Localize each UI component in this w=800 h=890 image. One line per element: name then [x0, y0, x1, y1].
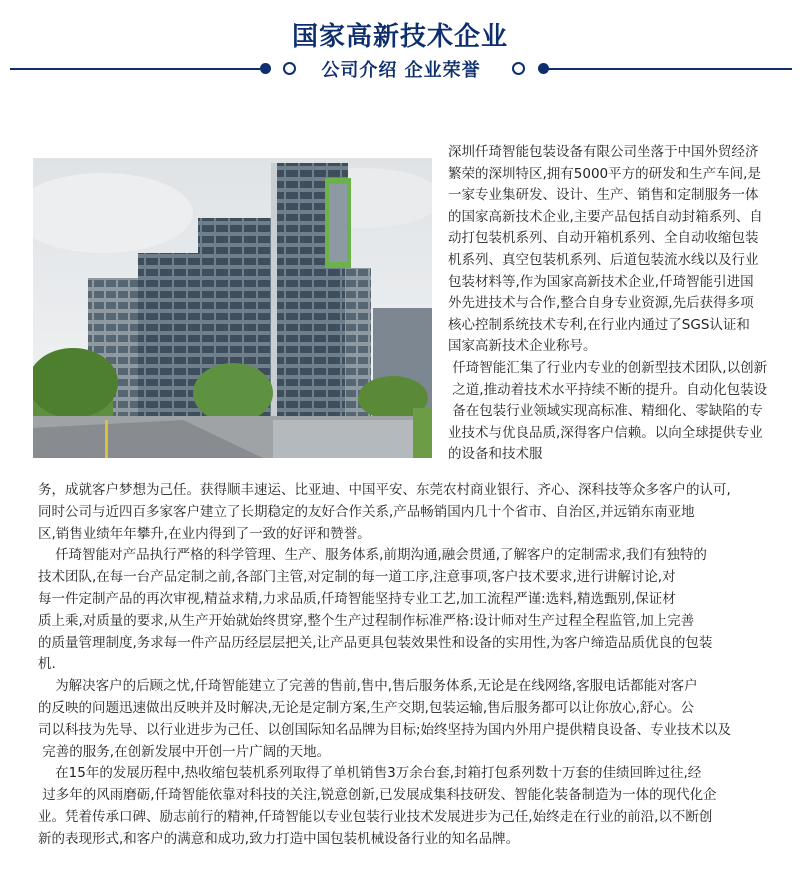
ring-icon: [512, 62, 525, 75]
header-divider-right: [548, 68, 792, 70]
text-line: 机.: [38, 656, 56, 673]
text-line: 仟琦智能对产品执行严格的科学管理、生产、服务体系,前期沟通,融会贯通,了解客户的定制需求,我们有独特的: [38, 547, 707, 564]
text-line: 仟琦智能汇集了行业内专业的创新型技术团队,以创新: [448, 359, 768, 376]
text-line: 国家高新技术企业称号。: [448, 338, 597, 355]
text-line: 务，成就客户梦想为己任。获得顺丰速运、比亚迪、中国平安、东莞农村商业银行、齐心、深科技等众多客户的认可,: [38, 482, 731, 498]
page-title: 国家高新技术企业: [291, 22, 508, 52]
text-line: 同时公司与近四百多家客户建立了长期稳定的友好合作关系,产品畅销国内几十个省市、自治区,并远销东南亚地: [38, 503, 695, 520]
text-line: 过多年的风雨磨砺,仟琦智能依靠对科技的关注,锐意创新,已发展成集科技研发、智能化装备制造为一体的现代化企: [38, 787, 717, 804]
text-line: 新的表现形式,和客户的满意和成功,致力打造中国包装机械设备行业的知名品牌。: [38, 830, 520, 847]
text-line: 备在包装行业领域实现高标准、精细化、零缺陷的专: [448, 403, 763, 420]
text-line: 完善的服务,在创新发展中开创一片广阔的天地。: [38, 743, 331, 760]
text-line: 的质量管理制度,务求每一件产品历经层层把关,让产品更具包装效果性和设备的实用性,为客户缔造品质优良的包装: [38, 634, 713, 651]
text-line: 包装材料等,作为国家高新技术企业,仟琦智能引进国: [448, 273, 754, 290]
ring-icon: [283, 62, 296, 75]
section-subtitle: 公司介绍 企业荣誉: [321, 60, 481, 81]
text-line: 之道,推动着技术水平持续不断的提升。自动化包装设: [448, 381, 768, 398]
text-line: 区,销售业绩年年攀升,在业内得到了一致的好评和赞誉。: [38, 525, 371, 542]
text-line: 动打包装机系列、自动开箱机系列、全自动收缩包装: [448, 230, 759, 247]
text-line: 机系列、真空包装机系列、后道包装流水线以及行业: [448, 251, 759, 268]
text-line: 业技术与优良品质,深得客户信赖。以向全球提供专业: [448, 424, 763, 441]
text-line: 一家专业集研发、设计、生产、销售和定制服务一体: [448, 187, 759, 204]
text-line: 的国家高新技术企业,主要产品包括自动封箱系列、自: [448, 208, 763, 225]
text-line: 繁荣的深圳特区,拥有5000平方的研发和生产车间,是: [448, 165, 761, 182]
company-building-photo: [33, 158, 432, 458]
header-divider-left: [10, 68, 260, 70]
text-line: 的设备和技术服: [448, 446, 543, 463]
bullet-dot-icon: [260, 63, 271, 74]
company-description-body: [38, 480, 782, 851]
text-line: 在15年的发展历程中,热收缩包装机系列取得了单机销售3万余台套,封箱打包系列数十万套的佳绩回眸过往,经: [38, 765, 702, 782]
text-line: 的反映的问题迅速做出反映并及时解决,无论是定制方案,生产交期,包装运输,售后服务都可以让你放心,舒心。公: [38, 699, 694, 716]
text-line: 业。凭着传承口碑、励志前行的精神,仟琦智能以专业包装行业技术发展进步为己任,始终走在行业的前沿,以不断创: [38, 808, 713, 825]
text-line: 核心控制系统技术专利,在行业内通过了SGS认证和: [448, 316, 750, 333]
text-line: 外先进技术与合作,整合自身专业资源,先后获得多项: [448, 295, 754, 312]
text-line: 技术团队,在每一台产品定制之前,各部门主管,对定制的每一道工序,注意事项,客户技术要求,进行讲解讨论,对: [38, 569, 676, 586]
company-intro-text: [448, 142, 788, 466]
text-line: 每一件定制产品的再次审视,精益求精,力求品质,仟琦智能坚持专业工艺,加工流程严谨:选料,精选甄别,保证材: [38, 590, 676, 607]
text-line: 深圳仟琦智能包装设备有限公司坐落于中国外贸经济: [448, 144, 759, 160]
text-line: 质上乘,对质量的要求,从生产开始就始终贯穿,整个生产过程制作标准严格:设计师对生产过程全程监管,加上完善: [38, 612, 695, 629]
text-line: 为解决客户的后顾之忧,仟琦智能建立了完善的售前,售中,售后服务体系,无论是在线网络,客服电话都能对客户: [38, 678, 698, 695]
text-line: 司以科技为先导、以行业进步为己任、以创国际知名品牌为目标;始终坚持为国内外用户提供精良设备、专业技术以及: [38, 721, 732, 738]
